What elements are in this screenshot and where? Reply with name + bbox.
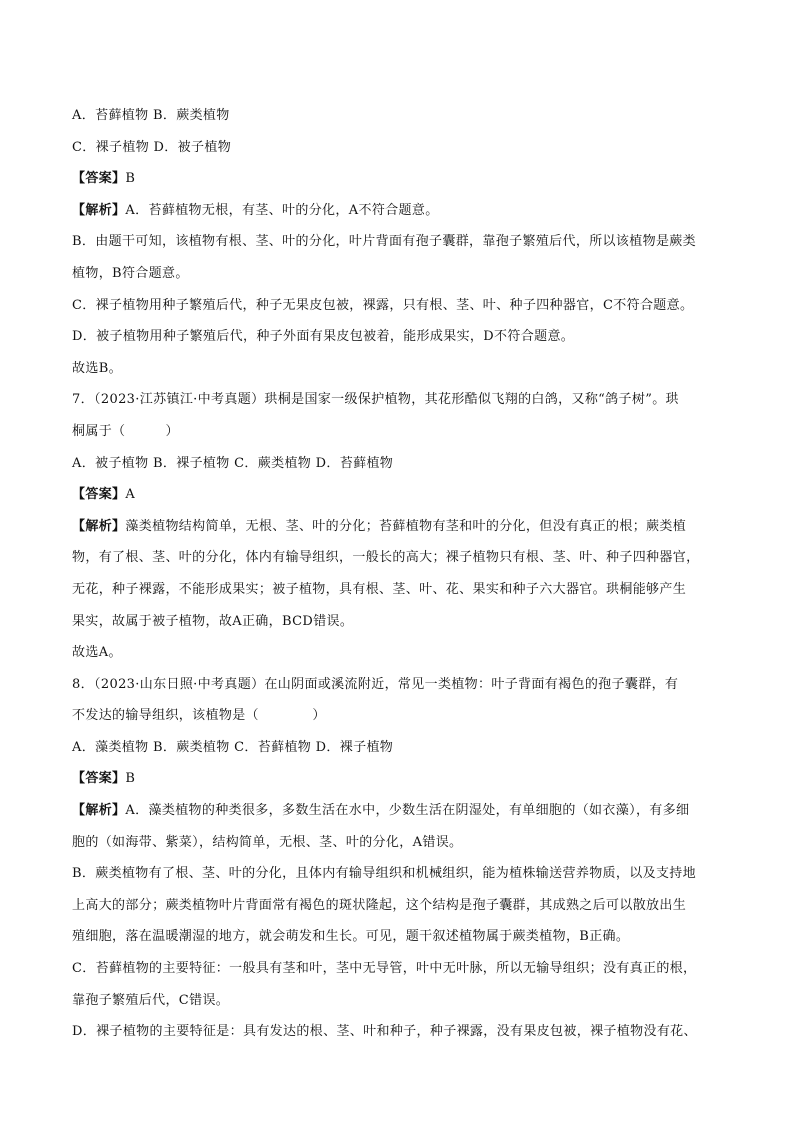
document-page	[72, 100, 724, 1048]
closing-paren: ）	[312, 708, 326, 724]
text-line	[72, 416, 724, 448]
text-line	[72, 921, 724, 953]
line-text: B．蕨类植物有了根、茎、叶的分化，且体内有输导组织和机械组织，能为植株输送营养物质，以及支持地	[72, 866, 697, 882]
answer-line	[72, 763, 724, 795]
text-line	[72, 321, 724, 353]
text-line	[72, 669, 724, 701]
text-line	[72, 606, 724, 638]
line-text: D．裸子植物的主要特征是：具有发达的根、茎、叶和种子，种子裸露，没有果皮包被，裸子植物没有花、	[72, 1024, 697, 1040]
text-line	[72, 1016, 724, 1048]
line-text: 桐属于（	[72, 423, 126, 439]
text-line	[72, 953, 724, 985]
text-line	[72, 858, 724, 890]
line-text: A．藻类植物 B．蕨类植物 C．苔藓植物 D．裸子植物	[72, 739, 394, 755]
text-line	[72, 448, 724, 480]
line-text: A．苔藓植物 B．蕨类植物	[72, 108, 230, 123]
analysis-line	[72, 195, 724, 227]
line-text: C．裸子植物 D．被子植物	[72, 139, 232, 155]
answer-label: 【答案】	[72, 771, 126, 787]
line-text: 植物，B符合题意。	[72, 265, 189, 281]
analysis-label: 【解析】	[72, 202, 126, 218]
text-line	[72, 258, 724, 290]
line-text: B	[125, 171, 136, 187]
text-line	[72, 384, 724, 416]
answer-line	[72, 163, 724, 195]
answer-blank	[259, 700, 312, 732]
line-text: 故选B。	[72, 360, 122, 376]
line-text: C．苔藓植物的主要特征：一般具有茎和叶，茎中无导管，叶中无叶脉，所以无输导组织；没有真正的根，	[72, 961, 697, 977]
line-text: 不发达的输导组织，该植物是（	[72, 708, 259, 724]
line-text: 无花，种子裸露，不能形成果实；被子植物，具有根、茎、叶、花、果实和种子六大器官。珙桐能够产生	[72, 581, 687, 597]
line-text: B	[125, 771, 136, 787]
analysis-label: 【解析】	[72, 518, 126, 534]
analysis-line	[72, 795, 724, 827]
text-line	[72, 353, 724, 385]
line-text: 8．（2023·山东日照·中考真题）在山阴面或溪流附近，常见一类植物：叶子背面有褐色的孢子囊群，有	[72, 676, 679, 692]
answer-label: 【答案】	[72, 171, 126, 187]
line-text: 靠孢子繁殖后代，C错误。	[72, 992, 230, 1008]
line-text: 7．（2023·江苏镇江·中考真题）珙桐是国家一级保护植物，其花形酷似飞翔的白鸽，又称“鸽子树”。珙	[72, 392, 679, 408]
line-text: D．被子植物用种子繁殖后代，种子外面有果皮包被着，能形成果实，D不符合题意。	[72, 329, 575, 345]
line-text: A．被子植物 B．裸子植物 C．蕨类植物 D．苔藓植物	[72, 455, 394, 471]
text-line	[72, 132, 724, 164]
line-text: 胞的（如海带、紫菜），结构简单，无根、茎、叶的分化，A错误。	[72, 834, 463, 850]
line-text: B．由题干可知，该植物有根、茎、叶的分化，叶片背面有孢子囊群，靠孢子繁殖后代，所以该植物是蕨类	[72, 234, 697, 250]
text-line	[72, 890, 724, 922]
text-line	[72, 290, 724, 322]
line-text: 果实，故属于被子植物，故A正确，BCD错误。	[72, 613, 354, 629]
text-line	[72, 574, 724, 606]
text-line	[72, 542, 724, 574]
text-line	[72, 985, 724, 1017]
line-text: C．裸子植物用种子繁殖后代，种子无果皮包被，裸露，只有根、茎、叶、种子四种器官，C不符合题意。	[72, 297, 694, 313]
line-text: A．苔藓植物无根，有茎、叶的分化，A不符合题意。	[125, 202, 439, 218]
text-line	[72, 827, 724, 859]
text-line	[72, 732, 724, 764]
closing-paren: ）	[165, 423, 179, 439]
text-line	[72, 700, 724, 732]
line-text: A	[125, 487, 136, 503]
analysis-label: 【解析】	[72, 803, 126, 819]
answer-blank	[125, 416, 165, 448]
line-text: 上高大的部分；蕨类植物叶片背面常有褐色的斑状隆起，这个结构是孢子囊群，其成熟之后可以散放出生	[72, 897, 687, 913]
analysis-line	[72, 511, 724, 543]
text-line	[72, 637, 724, 669]
text-line	[72, 100, 724, 132]
line-text: A．藻类植物的种类很多，多数生活在水中，少数生活在阴湿处，有单细胞的（如衣藻），有多细	[125, 803, 690, 819]
line-text: 藻类植物结构简单，无根、茎、叶的分化；苔藓植物有茎和叶的分化，但没有真正的根；蕨类植	[125, 518, 687, 534]
answer-line	[72, 479, 724, 511]
line-text: 殖细胞，落在温暖潮湿的地方，就会萌发和生长。可见，题干叙述植物属于蕨类植物，B正确。	[72, 929, 630, 945]
line-text: 故选A。	[72, 645, 122, 661]
line-text: 物，有了根、茎、叶的分化，体内有输导组织，一般长的高大；裸子植物只有根、茎、叶、种子四种器官，	[72, 550, 700, 566]
answer-label: 【答案】	[72, 487, 126, 503]
text-line	[72, 226, 724, 258]
